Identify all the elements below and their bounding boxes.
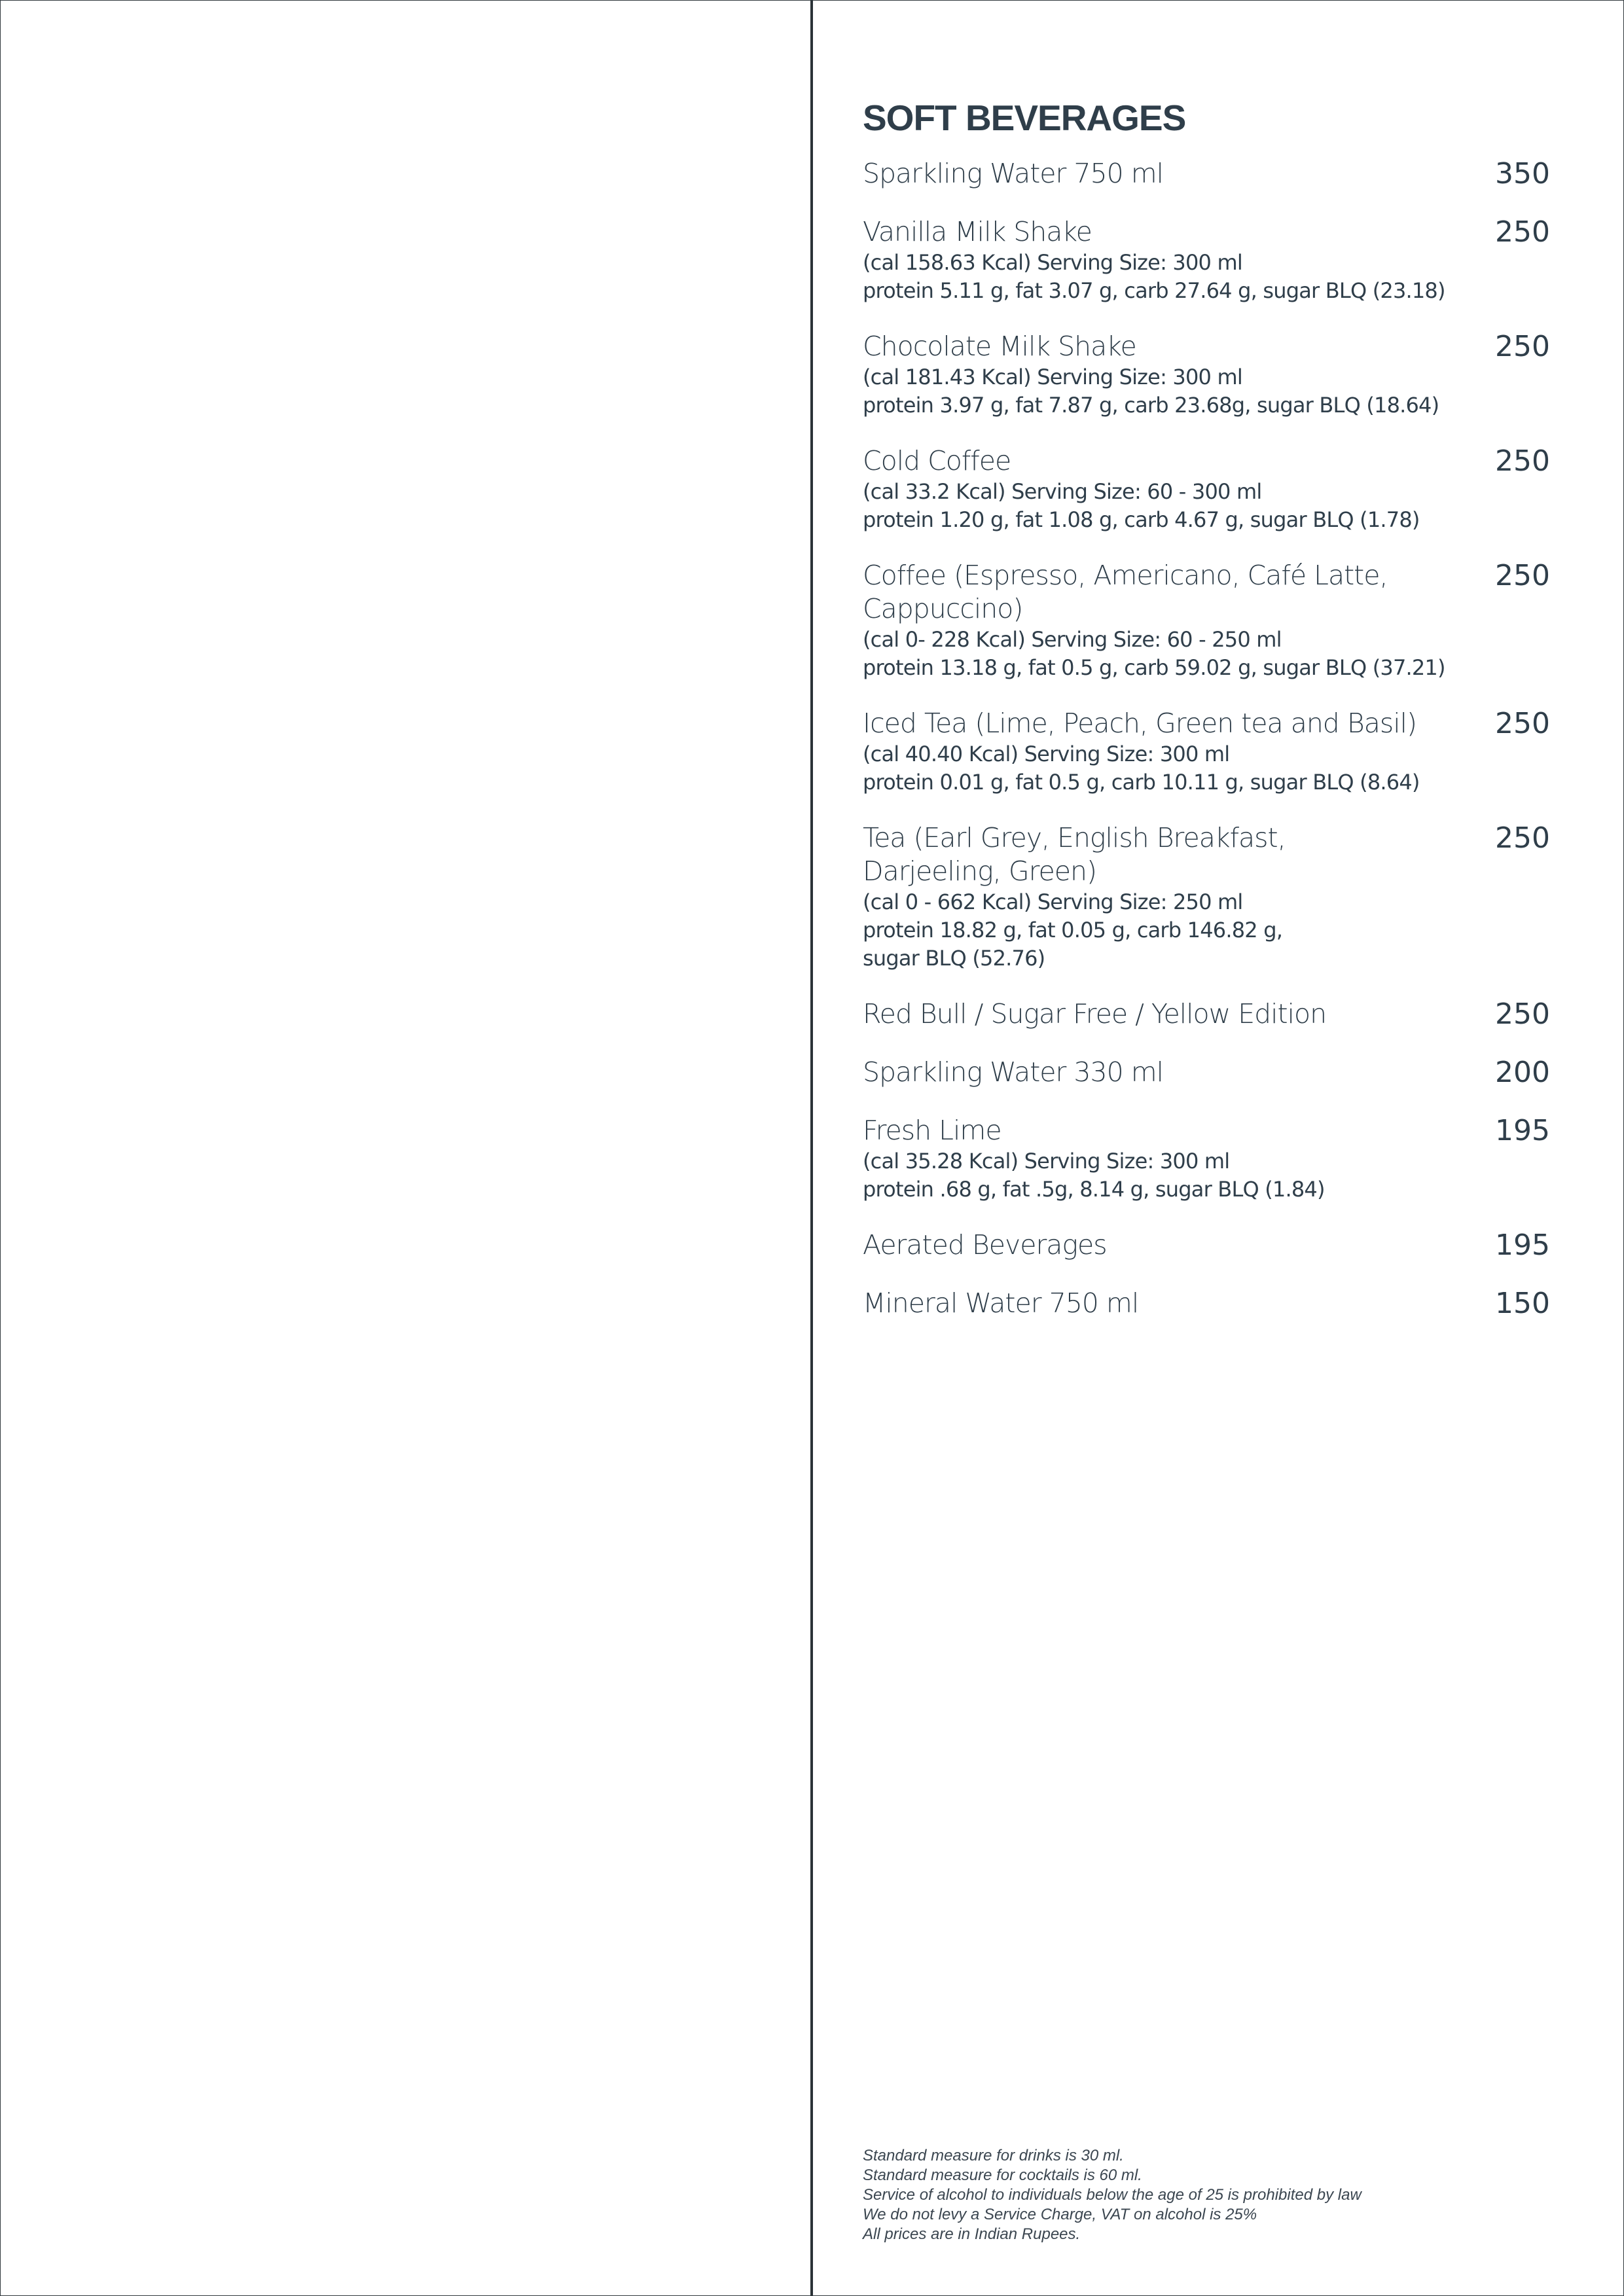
menu-item	[863, 707, 1550, 797]
menu-item	[863, 997, 1550, 1031]
menu-item-price: 195	[1495, 1114, 1550, 1147]
section-title: SOFT BEVERAGES	[863, 98, 1186, 138]
menu-item	[863, 330, 1550, 420]
menu-item-name: Fresh Lime	[863, 1115, 1001, 1146]
menu-item-name: Iced Tea (Lime, Peach, Green tea and Basil)	[863, 708, 1416, 739]
menu-item-name: Aerated Beverages	[863, 1229, 1107, 1261]
center-divider	[810, 0, 813, 2296]
menu-item-row	[863, 559, 1550, 626]
menu-item-row	[863, 997, 1550, 1031]
menu-item-name: Vanilla Milk Shake	[863, 216, 1092, 247]
menu-item	[863, 821, 1550, 973]
footnotes	[863, 2146, 1583, 2244]
menu-item-name: Chocolate Milk Shake	[863, 331, 1136, 362]
menu-item-price: 250	[1495, 707, 1550, 740]
menu-item	[863, 559, 1550, 682]
menu-item-nutrition: (cal 181.43 Kcal) Serving Size: 300 ml	[863, 365, 1242, 389]
menu-item-row	[863, 157, 1550, 190]
menu-panel	[863, 92, 1550, 1345]
menu-item	[863, 1229, 1550, 1262]
menu-item-nutrition: protein .68 g, fat .5g, 8.14 g, sugar BLQ (1.84)	[863, 1177, 1325, 1202]
menu-item-price: 250	[1495, 559, 1550, 592]
menu-item-nutrition: protein 3.97 g, fat 7.87 g, carb 23.68g, sugar BLQ (18.64)	[863, 393, 1439, 418]
menu-item-name: Sparkling Water 330 ml	[863, 1056, 1164, 1088]
menu-item	[863, 1114, 1550, 1204]
menu-item-nutrition: (cal 158.63 Kcal) Serving Size: 300 ml	[863, 250, 1242, 275]
menu-item-nutrition: (cal 0- 228 Kcal) Serving Size: 60 - 250 ml	[863, 627, 1282, 652]
menu-item	[863, 444, 1550, 534]
menu-item-price: 350	[1495, 157, 1550, 190]
menu-item-price: 250	[1495, 821, 1550, 855]
menu-item-price: 250	[1495, 215, 1550, 249]
menu-item-nutrition: (cal 0 - 662 Kcal) Serving Size: 250 ml	[863, 889, 1243, 914]
menu-item-name: Sparkling Water 750 ml	[863, 158, 1164, 189]
menu-item-row	[863, 821, 1550, 888]
footnote-line: Standard measure for cocktails is 60 ml.	[863, 2166, 1142, 2184]
menu-item-price: 150	[1495, 1287, 1550, 1320]
menu-item	[863, 157, 1550, 190]
menu-item-list	[863, 157, 1550, 1320]
menu-item-nutrition: (cal 35.28 Kcal) Serving Size: 300 ml	[863, 1149, 1230, 1174]
menu-item-row	[863, 1056, 1550, 1089]
menu-item-row	[863, 1229, 1550, 1262]
menu-item-nutrition: protein 1.20 g, fat 1.08 g, carb 4.67 g, sugar BLQ (1.78)	[863, 507, 1420, 532]
menu-item-row	[863, 707, 1550, 740]
menu-item-nutrition: sugar BLQ (52.76)	[863, 946, 1045, 971]
menu-item-price: 200	[1495, 1056, 1550, 1089]
menu-item-nutrition: protein 0.01 g, fat 0.5 g, carb 10.11 g, sugar BLQ (8.64)	[863, 770, 1420, 795]
menu-item-row	[863, 444, 1550, 478]
menu-item-row	[863, 215, 1550, 249]
menu-item-price: 250	[1495, 444, 1550, 478]
menu-item-nutrition: protein 18.82 g, fat 0.05 g, carb 146.82 g,	[863, 918, 1283, 942]
footnote-line: Service of alcohol to individuals below the age of 25 is prohibited by law	[863, 2186, 1362, 2204]
footnote-line: All prices are in Indian Rupees.	[863, 2225, 1081, 2243]
menu-item-nutrition: protein 5.11 g, fat 3.07 g, carb 27.64 g, sugar BLQ (23.18)	[863, 278, 1445, 303]
footnote-line: We do not levy a Service Charge, VAT on alcohol is 25%	[863, 2206, 1257, 2223]
menu-item-price: 195	[1495, 1229, 1550, 1262]
menu-item-name: Red Bull / Sugar Free / Yellow Edition	[863, 998, 1327, 1030]
menu-item-price: 250	[1495, 330, 1550, 363]
menu-item-nutrition: (cal 40.40 Kcal) Serving Size: 300 ml	[863, 742, 1230, 766]
menu-item-name: Mineral Water 750 ml	[863, 1287, 1139, 1319]
menu-item	[863, 1287, 1550, 1320]
menu-item-name: Coffee (Espresso, Americano, Café Latte, Cappuccino)	[863, 560, 1388, 624]
menu-item-row	[863, 1114, 1550, 1147]
menu-item-name: Tea (Earl Grey, English Breakfast, Darjeeling, Green)	[863, 822, 1286, 887]
menu-item-nutrition: (cal 33.2 Kcal) Serving Size: 60 - 300 ml	[863, 479, 1262, 504]
menu-item-price: 250	[1495, 997, 1550, 1031]
menu-item-nutrition: protein 13.18 g, fat 0.5 g, carb 59.02 g, sugar BLQ (37.21)	[863, 655, 1445, 680]
menu-item	[863, 1056, 1550, 1089]
footnote-line: Standard measure for drinks is 30 ml.	[863, 2147, 1124, 2164]
menu-item-row	[863, 330, 1550, 363]
menu-item-name: Cold Coffee	[863, 445, 1011, 476]
menu-item	[863, 215, 1550, 305]
menu-item-row	[863, 1287, 1550, 1320]
